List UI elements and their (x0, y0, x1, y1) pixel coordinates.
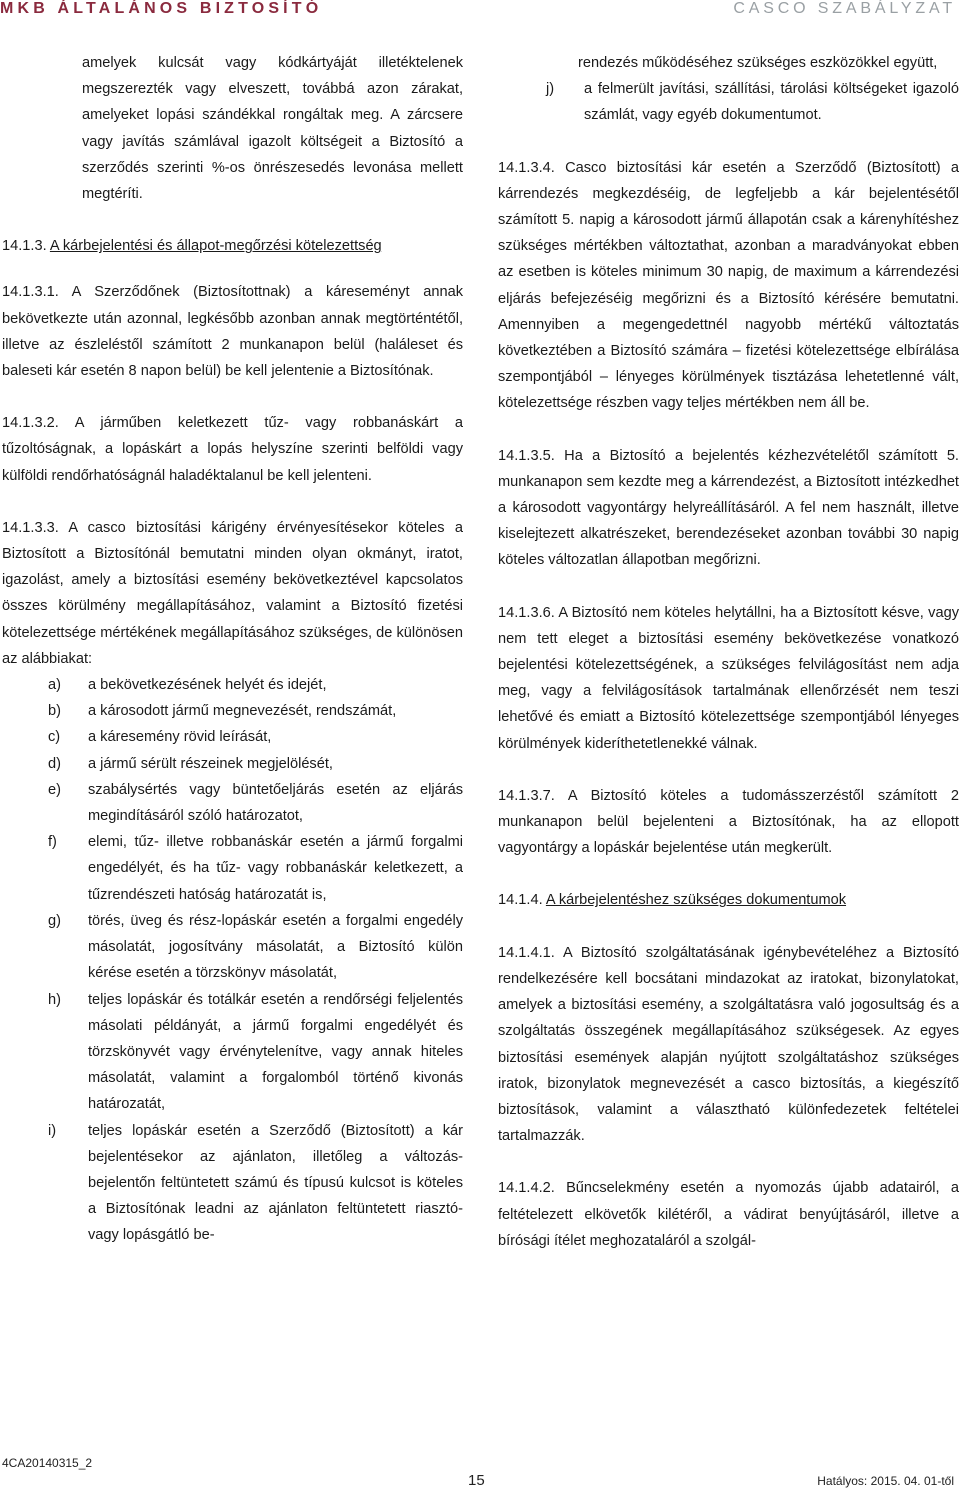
list-marker: j) (546, 81, 555, 98)
paragraph-14-1-3-6: 14.1.3.6. A Biztosító nem köteles helytállni, ha a Biztosított késve, vagy nem tett eleget a biztosítási esemény bekövetkezése vonatkozó bejelentési kötelezettségének, a szükséges felvilágosítást nem adja meg, vagy a felvilágosítások tartalmának ellenőrzését nem teszi lehetővé és emiatt a Biztosító kötelezettsége szempontjából lényeges körülmények kideríthetetlenekké válnak. (498, 604, 959, 752)
list-marker: h) (48, 991, 61, 1008)
header-company: MKB ÁLTALÁNOS BIZTOSÍTÓ (0, 0, 323, 17)
paragraph-14-1-3-3: 14.1.3.3. A casco biztosítási kárigény érvényesítésekor köteles a Biztosított a Biztosítónál bemutatni minden olyan okmányt, iratot, igazolást, amely a biztosítási esemény bekövetkeztével kapcsolatos összes körülmény megállapításához, valamint a Biztosító fizetési kötelezettsége mértékének megállapításához szükséges, de különösen az alábbiakat: (2, 519, 463, 667)
list-marker: d) (48, 755, 61, 772)
paragraph-14-1-3-4: 14.1.3.4. Casco biztosítási kár esetén a Szerződő (Biztosított) a kárrendezés megkezdéséig, de legfeljebb a kár bejelentésétől számított 5. napig a károsodott jármű állapotán csak a kárenyhítéshez szükséges mértékben változtathat, azonban a maradványokat ebben az esetben is köteles minimum 30 napig, de maximum a kárrendezési eljárás befejezéséig megőrizni és a Biztosító kérésére bemutatni. Amennyiben a megengedettnél nagyobb mértékű változtatás következtében a Biztosító számára – fizetési kötelezettsége elbírálása szempontjából – lényeges körülmények tisztázása lehetetlenné vált, kötelezettsége részben vagy teljes mértékben nem áll be. (498, 159, 959, 412)
right-column (498, 50, 959, 1254)
section-number: 14.1.4. (498, 892, 543, 909)
paragraph-14-1-3-5: 14.1.3.5. Ha a Biztosító a bejelentés kézhezvételétől számított 5. munkanapon sem kezdte meg a kárrendezést, a Biztosított intézkedhet a károsodott vagyontárgy helyreállításáról. A fel nem használt, illetve kiselejtezett alkatrészeket, berendezéseket azonban további 30 napig köteles változatlan állapotban megőrizni. (498, 447, 959, 569)
document-code: 4CA20140315_2 (2, 1456, 93, 1470)
list-item: e) szabálysértés vagy büntetőeljárás esetén az eljárás megindításáról szóló határozatot, (2, 777, 463, 829)
section-title: A kárbejelentési és állapot-megőrzési kötelezettség (49, 238, 382, 255)
effective-date: Hatályos: 2015. 04. 01-től (817, 1474, 954, 1488)
list-item: a) a bekövetkezésének helyét és idejét, (2, 672, 463, 698)
section-title: A kárbejelentéshez szükséges dokumentumok (545, 892, 847, 909)
document-list (2, 672, 463, 1248)
list-item: g) törés, üveg és rész-lopáskár esetén a forgalmi engedély másolatát, jogosítvány másolatát, a Biztosító külön kérése esetén a törzskönyv másolatát, (2, 908, 463, 987)
paragraph-continued: rendezés működéséhez szükséges eszközökkel együtt, (578, 55, 938, 71)
list-marker: i) (48, 1122, 57, 1139)
paragraph-14-1-3-7: 14.1.3.7. A Biztosító köteles a tudomásszerzéstől számított 2 munkanapon belül bejelenteni a Biztosítónak, ha az ellopott vagyontárgy a lopáskár bejelentése után megkerült. (498, 787, 959, 857)
list-marker: b) (48, 703, 61, 720)
section-number: 14.1.3. (2, 238, 47, 255)
paragraph-14-1-4-2: 14.1.4.2. Bűncselekmény esetén a nyomozás újabb adatairól, a feltételezett elkövetők kilétéről, a vádirat benyújtásáról, illetve a bírósági ítélet meghozataláról a szolgál- (498, 1180, 959, 1249)
section-heading-14-1-3 (2, 233, 463, 259)
left-column (2, 50, 463, 1249)
list-marker: c) (48, 729, 61, 746)
list-marker: a) (48, 677, 61, 694)
list-marker: g) (48, 912, 61, 929)
page-header (0, 0, 960, 24)
list-item: i) teljes lopáskár esetén a Szerződő (Biztosított) a kár bejelentésekor az ajánlaton, illetőleg a változás-bejelentőn feltüntetett számú és típusú kulcsot is köteles a Biztosítónak leadni az ajánlaton feltüntetett riasztó- vagy lopásgátló be- (2, 1118, 463, 1249)
page-number: 15 (468, 1472, 485, 1489)
paragraph-14-1-3-1: 14.1.3.1. A Szerződőnek (Biztosítottnak) a káreseményt annak bekövetkezte után azonnal, legkésőbb azonban annak megtörténtétől, illetve az észleléstől számított 2 munkanapon belül (haláleset és baleseti kár esetén 8 napon belül) be kell jelentenie a Biztosítónak. (2, 284, 463, 380)
list-marker: f) (48, 834, 57, 851)
list-item: c) a káresemény rövid leírását, (2, 724, 463, 750)
list-item: d) a jármű sérült részeinek megjelölését, (2, 751, 463, 777)
list-item: f) elemi, tűz- illetve robbanáskár esetén a jármű forgalmi engedélyét, és ha tűz- vagy robbanáskár keletkezett, a tűzrendészeti hatóság határozatát is, (2, 829, 463, 908)
paragraph-14-1-4-1: 14.1.4.1. A Biztosító szolgáltatásának igénybevételéhez a Biztosító rendelkezésére kell bocsátani mindazokat az iratokat, bizonylatokat, amelyek a biztosítási esemény, a szolgáltatásra való jogosultság és a szolgáltatás összegének megállapításához szükségesek. Az egyes biztosítási események alapján nyújtott szolgáltatáshoz szükséges iratok, bizonylatok megnevezését a casco biztosítás, a kiegészítő biztosítások, valamint a választható különfedezetek feltételei tartalmazzák. (498, 944, 959, 1145)
list-item: h) teljes lopáskár és totálkár esetén a rendőrségi feljelentés másolati példányát, a jármű forgalmi engedélyét és törzskönyvét vagy érvénytelenítve, vagy annak hiteles másolatát, valamint a forgalomból történő kivonás határozatát, (2, 987, 463, 1118)
list-item: b) a károsodott jármű megnevezését, rendszámát, (2, 698, 463, 724)
section-heading-14-1-4 (498, 887, 959, 913)
paragraph-14-1-3-2: 14.1.3.2. A járműben keletkezett tűz- vagy robbanáskárt a tűzoltóságnak, a lopáskárt a lopás helyszíne szerinti belföldi vagy külföldi rendőrhatóságnál haladéktalanul be kell jelenteni. (2, 415, 463, 484)
list-item: j) a felmerült javítási, szállítási, tárolási költségeket igazoló számlát, vagy egyéb dokumentumot. (498, 76, 959, 128)
paragraph-continued: amelyek kulcsát vagy kódkártyáját illetéktelenek megszerezték vagy elveszett, továbbá azon zárakat, amelyeket lopási szándékkal rongáltak meg. A zárcsere vagy javítás számlával igazolt költségeit a Biztosító a szerződés szerinti %-os önrészesedés levonása mellett megtéríti. (82, 55, 463, 203)
list-marker: e) (48, 781, 61, 798)
header-document: CASCO SZABÁLYZAT (733, 0, 956, 17)
